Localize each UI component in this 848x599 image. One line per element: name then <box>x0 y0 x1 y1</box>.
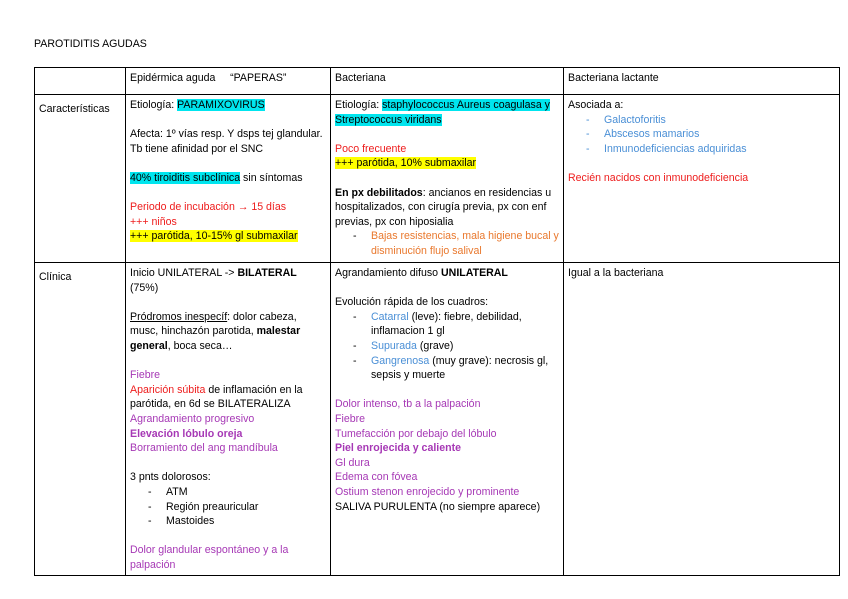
cell-car-paperas <box>126 95 331 263</box>
list-item: - Mastoides <box>130 514 326 529</box>
inicio-line: Inicio UNILATERAL -> BILATERAL (75%) <box>130 267 297 294</box>
list-item: - Bajas resistencias, mala higiene bucal y disminución flujo salival <box>335 229 559 258</box>
borramiento-text: Borramiento del ang mandíbula <box>130 442 278 455</box>
etiologia-value-bact: staphylococcus Aureus coagulasa y Streptococcus viridans <box>335 99 550 126</box>
row-label-caracteristicas: Características <box>35 95 126 263</box>
row-caracteristicas <box>35 95 840 263</box>
piel-text: Piel enrojecida y caliente <box>335 442 462 455</box>
cell-car-bacteriana <box>331 95 564 263</box>
edema-text: Edema con fóvea <box>335 471 418 484</box>
parotida-line: +++ parótida, 10-15% gl submaxilar <box>130 230 298 243</box>
afecta-text: Afecta: 1º vías resp. Y dsps tej glandular. Tb tiene afinidad por el SNC <box>130 128 323 155</box>
igual-text: Igual a la bacteriana <box>568 267 664 279</box>
tiroiditis-line: 40% tiroiditis subclínica sin síntomas <box>130 171 303 184</box>
dolor-intenso-text: Dolor intenso, tb a la palpación <box>335 398 481 411</box>
list-item: - Inmunodeficiencias adquiridas <box>568 142 835 157</box>
saliva-text: SALIVA PURULENTA (no siempre aparece) <box>335 500 541 513</box>
list-item: - ATM <box>130 485 326 500</box>
fiebre-text-bact: Fiebre <box>335 412 366 425</box>
parotiditis-table <box>34 67 840 576</box>
ninos-text: +++ niños <box>130 215 177 228</box>
recien-nacidos-text: Recién nacidos con inmunodeficiencia <box>568 171 749 184</box>
dolor-glandular-text: Dolor glandular espontáneo y a la palpación <box>130 544 289 571</box>
aparicion-text: Aparición súbita de inflamación en la parótida, en 6d se BILATERALIZA <box>130 383 303 411</box>
cell-cli-lactante <box>564 263 840 576</box>
cell-car-lactante <box>564 95 840 263</box>
cell-cli-bacteriana <box>331 263 564 576</box>
agrandamiento-difuso-line: Agrandamiento difuso UNILATERAL <box>335 267 508 279</box>
header-epidemica: Epidérmica aguda “PAPERAS” <box>126 68 331 95</box>
fiebre-text: Fiebre <box>130 369 161 382</box>
list-item: - Supurada (grave) <box>335 339 559 354</box>
gl-dura-text: Gl dura <box>335 456 370 469</box>
asociada-text: Asociada a: <box>568 99 624 111</box>
document-title: PAROTIDITIS AGUDAS <box>34 38 147 50</box>
list-item: - Galactoforitis <box>568 113 835 128</box>
bajas-list <box>335 229 559 258</box>
pnts-list <box>130 485 326 529</box>
list-item: - Gangrenosa (muy grave): necrosis gl, sepsis y muerte <box>335 354 559 383</box>
list-item: - Región preauricular <box>130 500 326 515</box>
elevacion-text: Elevación lóbulo oreja <box>130 427 243 440</box>
poco-frecuente-text: Poco frecuente <box>335 142 407 155</box>
pnts-text: 3 pnts dolorosos: <box>130 471 211 484</box>
incubacion-text: Periodo de incubación → 15 días <box>130 201 287 214</box>
etiologia-value: PARAMIXOVIRUS <box>177 99 265 111</box>
header-empty <box>35 68 126 95</box>
asociada-list <box>568 113 835 157</box>
list-item: - Abscesos mamarios <box>568 127 835 142</box>
row-label-clinica: Clínica <box>35 263 126 576</box>
agrandamiento-text: Agrandamiento progresivo <box>130 412 255 425</box>
row-clinica <box>35 263 840 576</box>
cuadros-list <box>335 310 559 383</box>
etiologia-line-bact: Etiología: staphylococcus Aureus coagulasa y Streptococcus viridans <box>335 99 550 126</box>
etiologia-line: Etiología: PARAMIXOVIRUS <box>130 99 265 111</box>
ostium-text: Ostium stenon enrojecido y prominente <box>335 485 520 498</box>
header-lactante: Bacteriana lactante <box>564 68 840 95</box>
parotida-line-bact: +++ parótida, 10% submaxilar <box>335 157 477 170</box>
list-item: - Catarral (leve): fiebre, debilidad, inflamacion 1 gl <box>335 310 559 339</box>
evolucion-text: Evolución rápida de los cuadros: <box>335 296 489 309</box>
prodromos-text: Pródromos inespecíf: dolor cabeza, musc, hinchazón parotida, malestar general, boca seca… <box>130 310 301 352</box>
cell-cli-paperas <box>126 263 331 576</box>
debilitados-text: En px debilitados: ancianos en residencias u hospitalizados, con cirugía previa, px con enf previas, px con hiposialia <box>335 186 552 228</box>
header-row <box>35 68 840 95</box>
tumefaccion-text: Tumefacción por debajo del lóbulo <box>335 427 497 440</box>
header-bacteriana: Bacteriana <box>331 68 564 95</box>
